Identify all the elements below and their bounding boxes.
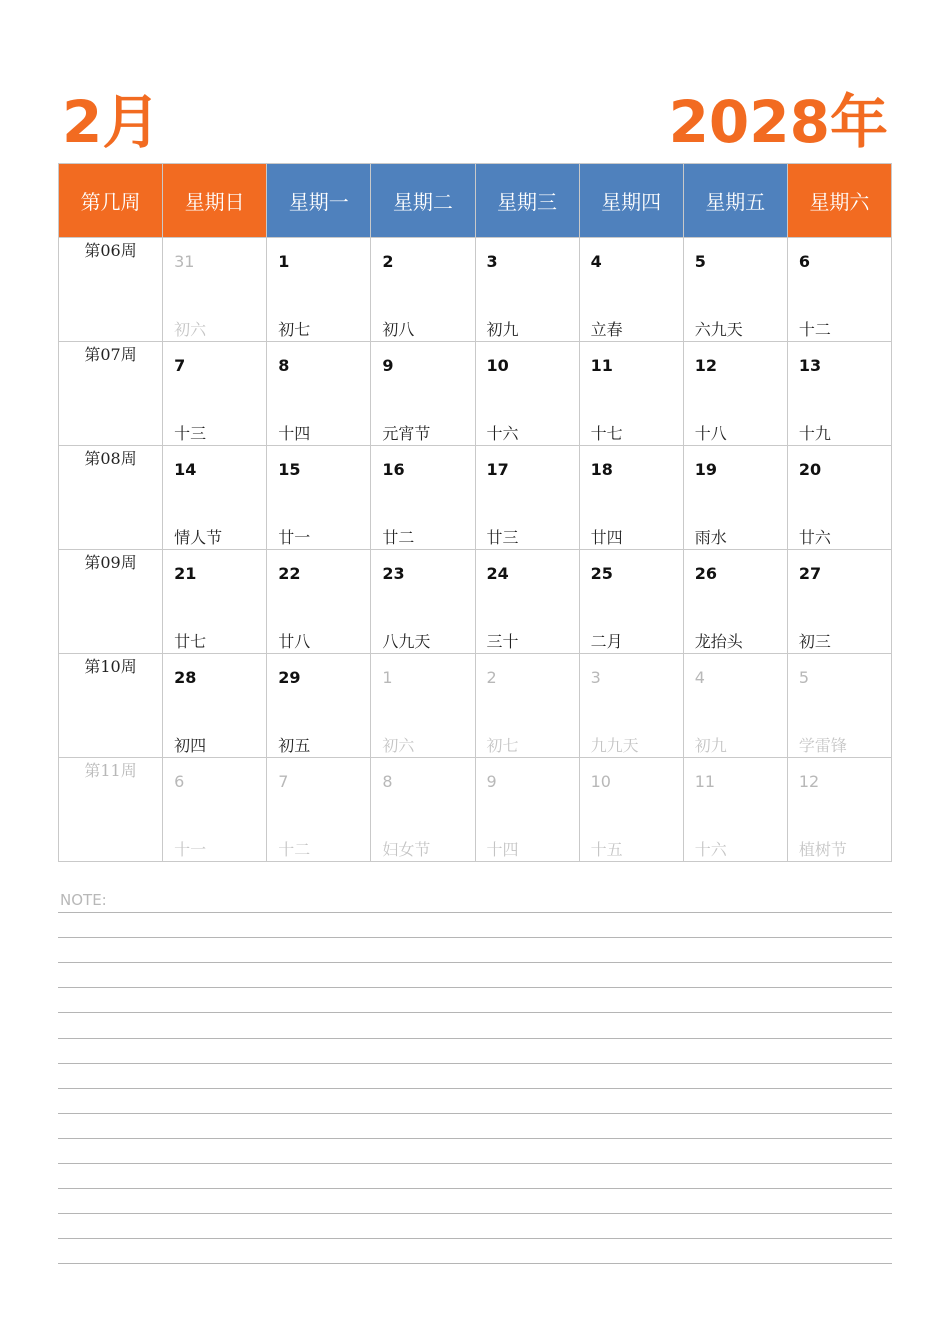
lunar-date: 十八 [694,424,727,443]
day-number: 10 [590,772,611,791]
day-number: 16 [382,460,405,479]
day-cell[interactable] [267,446,371,550]
day-number: 19 [694,460,718,479]
day-number: 7 [174,356,186,375]
day-cell[interactable] [683,342,787,446]
header-saturday: 星期六 [787,164,891,238]
note-line[interactable] [58,1238,892,1239]
note-line[interactable] [58,1163,892,1164]
lunar-date: 九九天 [590,736,639,755]
day-number: 6 [798,252,811,271]
day-cell[interactable] [579,238,683,342]
day-cell[interactable] [163,342,267,446]
lunar-date: 廿一 [278,528,311,547]
lunar-date: 妇女节 [382,840,431,859]
lunar-date: 初六 [174,320,207,339]
day-cell[interactable] [475,238,579,342]
week-number-cell: 第10周 [59,654,163,758]
day-number: 5 [798,668,810,687]
day-cell[interactable] [371,446,475,550]
note-line[interactable] [58,1063,892,1064]
week-number-cell: 第09周 [59,550,163,654]
header-monday: 星期一 [267,164,371,238]
lunar-date: 初七 [486,736,519,755]
day-cell[interactable] [371,342,475,446]
day-number: 8 [382,772,393,791]
day-number: 31 [174,252,195,271]
week-row [59,654,892,758]
week-row [59,446,892,550]
day-number: 11 [590,356,613,375]
lunar-date: 十二 [798,320,831,339]
lunar-date: 初四 [174,736,207,755]
day-cell[interactable] [579,550,683,654]
lunar-date: 十六 [694,840,727,859]
note-line[interactable] [58,1263,892,1264]
year-title: 2028年 [668,88,888,156]
day-number: 11 [694,772,716,791]
day-number: 24 [486,564,509,583]
day-cell[interactable] [787,342,891,446]
note-line[interactable] [58,1012,892,1013]
lunar-date: 十九 [798,424,831,443]
day-number: 8 [278,356,290,375]
day-cell[interactable] [787,758,891,862]
lunar-date: 学雷锋 [798,736,847,755]
week-row [59,342,892,446]
day-cell[interactable] [787,446,891,550]
lunar-date: 立春 [590,320,623,339]
lunar-date: 八九天 [382,632,431,651]
day-number: 13 [798,356,822,375]
lunar-date: 初九 [694,736,727,755]
day-number: 6 [174,772,185,791]
day-cell[interactable] [163,238,267,342]
week-number-cell: 第06周 [59,238,163,342]
note-line[interactable] [58,1213,892,1214]
day-number: 28 [174,668,197,687]
lunar-date: 廿二 [382,528,415,547]
day-cell[interactable] [475,550,579,654]
day-number: 21 [174,564,197,583]
day-cell[interactable] [579,758,683,862]
day-cell[interactable] [579,654,683,758]
lunar-date: 情人节 [174,528,223,547]
weekday-header-row [59,164,892,238]
day-cell[interactable] [579,342,683,446]
note-line[interactable] [58,962,892,963]
day-number: 2 [382,252,394,271]
note-line[interactable] [58,1138,892,1139]
day-number: 3 [590,668,601,687]
week-row [59,238,892,342]
day-cell[interactable] [475,342,579,446]
day-number: 12 [694,356,718,375]
lunar-date: 廿八 [278,632,311,651]
day-cell[interactable] [683,654,787,758]
day-cell[interactable] [683,238,787,342]
lunar-date: 廿六 [798,528,831,547]
header-sunday: 星期日 [163,164,267,238]
lunar-date: 初八 [382,320,415,339]
day-number: 14 [174,460,197,479]
day-number: 9 [382,356,394,375]
lunar-date: 十四 [278,424,311,443]
day-cell[interactable] [683,758,787,862]
day-cell[interactable] [787,550,891,654]
week-number-cell: 第07周 [59,342,163,446]
day-number: 4 [694,668,705,687]
lunar-date: 六九天 [694,320,743,339]
day-number: 23 [382,564,405,583]
day-number: 2 [486,668,497,687]
lunar-date: 初七 [278,320,311,339]
day-number: 18 [590,460,613,479]
day-cell[interactable] [475,758,579,862]
week-row [59,550,892,654]
day-number: 17 [486,460,509,479]
day-number: 20 [798,460,822,479]
calendar-grid [58,163,892,862]
lunar-date: 十六 [486,424,519,443]
day-number: 1 [278,252,290,271]
lunar-date: 十一 [174,840,207,859]
lunar-date: 十七 [590,424,623,443]
header-thursday: 星期四 [579,164,683,238]
day-number: 27 [798,564,822,583]
day-cell[interactable] [787,654,891,758]
lunar-date: 雨水 [694,528,727,547]
day-number: 4 [590,252,602,271]
lunar-date: 初九 [486,320,519,339]
day-cell[interactable] [787,238,891,342]
month-title: 2月 [62,88,161,156]
day-cell[interactable] [683,446,787,550]
day-number: 9 [486,772,497,791]
lunar-date: 十三 [174,424,207,443]
lunar-date: 初五 [278,736,311,755]
day-cell[interactable] [371,654,475,758]
lunar-date: 二月 [590,632,623,651]
day-cell[interactable] [267,758,371,862]
day-cell[interactable] [267,238,371,342]
day-cell[interactable] [163,550,267,654]
day-number: 3 [486,252,498,271]
lunar-date: 廿四 [590,528,623,547]
lunar-date: 十五 [590,840,623,859]
header-tuesday: 星期二 [371,164,475,238]
note-line[interactable] [58,912,892,913]
lunar-date: 龙抬头 [694,632,743,651]
note-line[interactable] [58,1088,892,1089]
note-line[interactable] [58,1113,892,1114]
week-number-cell: 第08周 [59,446,163,550]
lunar-date: 廿七 [174,632,207,651]
day-number: 22 [278,564,301,583]
day-number: 7 [278,772,289,791]
notes-label: NOTE: [60,891,107,909]
lunar-date: 植树节 [798,840,847,859]
day-cell[interactable] [371,758,475,862]
day-cell[interactable] [475,446,579,550]
lunar-date: 廿三 [486,528,519,547]
note-line[interactable] [58,1188,892,1189]
day-cell[interactable] [163,446,267,550]
lunar-date: 初六 [382,736,415,755]
note-line[interactable] [58,937,892,938]
day-number: 5 [694,252,706,271]
lunar-date: 初三 [798,632,831,651]
note-line[interactable] [58,1038,892,1039]
day-cell[interactable] [267,654,371,758]
day-number: 1 [382,668,393,687]
day-cell[interactable] [579,446,683,550]
lunar-date: 三十 [486,632,519,651]
lunar-date: 十四 [486,840,519,859]
day-cell[interactable] [683,550,787,654]
day-number: 12 [798,772,820,791]
week-number-cell: 第11周 [59,758,163,862]
lunar-date: 十二 [278,840,311,859]
day-cell[interactable] [267,550,371,654]
note-line[interactable] [58,987,892,988]
day-cell[interactable] [475,654,579,758]
day-cell[interactable] [371,238,475,342]
week-row [59,758,892,862]
header-friday: 星期五 [683,164,787,238]
day-number: 15 [278,460,301,479]
header-week-number: 第几周 [59,164,163,238]
header-wednesday: 星期三 [475,164,579,238]
lunar-date: 元宵节 [382,424,431,443]
day-cell[interactable] [163,654,267,758]
day-number: 26 [694,564,718,583]
day-number: 29 [278,668,301,687]
day-cell[interactable] [371,550,475,654]
day-cell[interactable] [163,758,267,862]
day-number: 10 [486,356,509,375]
day-cell[interactable] [267,342,371,446]
day-number: 25 [590,564,613,583]
